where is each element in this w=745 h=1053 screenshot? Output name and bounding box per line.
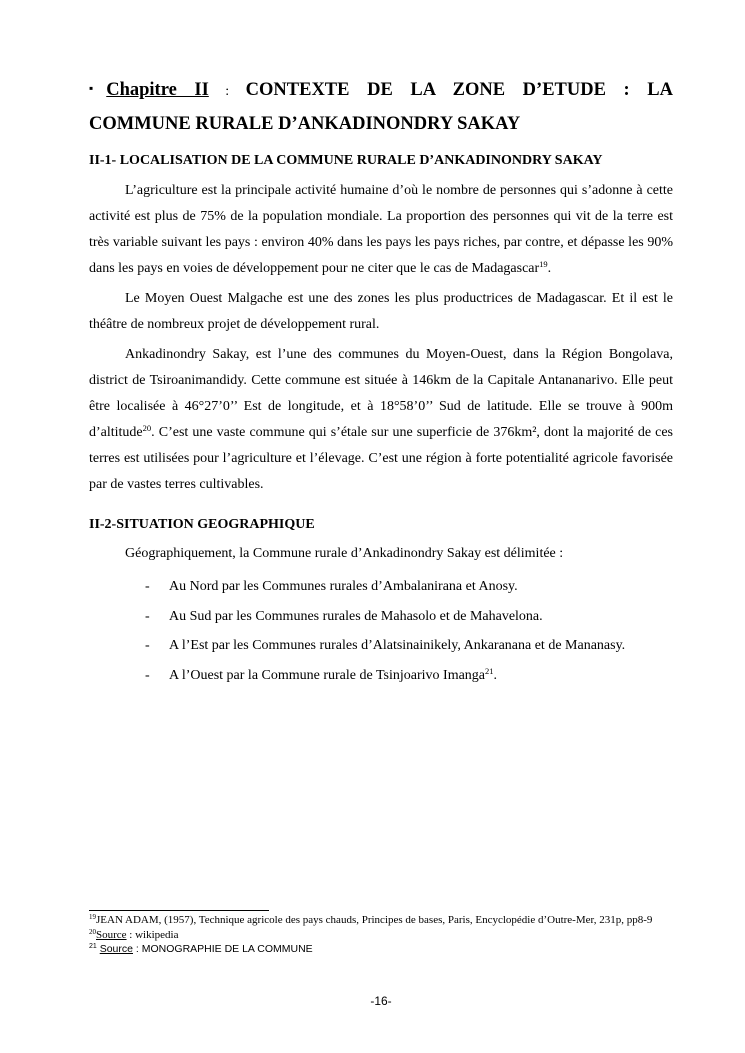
- section-heading-localisation: II-1- LOCALISATION DE LA COMMUNE RURALE D’ANKADINONDRY SAKAY: [89, 153, 603, 168]
- paragraph-ankadinondry-text-a: Ankadinondry Sakay, est l’une des communes du Moyen-Ouest, dans la Région Bongolava, district de Tsiroanimandidy. Cette commune est située à 146km de la Capitale Antananarivo. Elle peut être localisée à 46°27’0’’ Est de longitude, et à 18°58’0’’ Sud de latitude. Elle se trouve à 900m d’altitude: [89, 347, 673, 440]
- footnote-separator: [89, 910, 269, 911]
- boundary-list: [145, 572, 665, 690]
- dash-bullet: -: [145, 667, 150, 683]
- footnote-19: [89, 913, 679, 928]
- chapter-title-line-1: [89, 72, 673, 108]
- chapter-title: [89, 72, 673, 140]
- footnote-source-label: Source: [96, 928, 127, 941]
- section-heading-situation: II-2-SITUATION GEOGRAPHIQUE: [89, 517, 315, 532]
- chapter-title-line-2: COMMUNE RURALE D’ANKADINONDRY SAKAY: [89, 114, 521, 134]
- page-number: -16-: [370, 994, 392, 1008]
- footnote-text: JEAN ADAM, (1957), Technique agricole des pays chauds, Principes de bases, Paris, Encyclopédie d’Outre-Mer, 231p, pp8-9: [96, 914, 653, 926]
- chapter-colon: :: [208, 84, 246, 99]
- footnote-text: : MONOGRAPHIE DE LA COMMUNE: [133, 943, 313, 955]
- list-item-text: A l’Est par les Communes rurales d’Alatsinainikely, Ankaranana et de Mananasy.: [169, 638, 626, 653]
- paragraph-agriculture: [89, 178, 673, 282]
- paragraph-ankadinondry-text-b: . C’est une vaste commune qui s’étale sur une superficie de 376km², dont la majorité de ces terres est utilisées pour l’agriculture et l’élevage. C’est une région à forte potentialité agricole favorisée par de vastes terres cultivables.: [89, 425, 673, 492]
- paragraph-moyen-ouest: Le Moyen Ouest Malgache est une des zones les plus productrices de Madagascar. Et il est le théâtre de nombreux projet de développement rural.: [89, 291, 673, 332]
- chapter-title-text: CONTEXTE DE LA ZONE D’ETUDE : LA: [245, 80, 673, 100]
- document-page: [89, 0, 673, 1053]
- list-item-nord: [145, 572, 665, 602]
- bullet-icon: ▪: [89, 81, 107, 95]
- footnote-number: 19: [89, 913, 96, 921]
- footnote-number: 20: [89, 927, 96, 936]
- dash-bullet: -: [145, 579, 150, 594]
- list-item-text: Au Nord par les Communes rurales d’Ambalanirana et Anosy.: [169, 579, 518, 594]
- paragraph-situation-intro: Géographiquement, la Commune rurale d’Ankadinondry Sakay est délimitée :: [125, 546, 564, 561]
- dash-bullet: -: [145, 638, 150, 653]
- footnotes: [89, 913, 679, 957]
- footnote-20: [89, 928, 679, 943]
- list-item-sud: [145, 602, 665, 632]
- dash-bullet: -: [145, 608, 150, 624]
- footnote-ref-19: 19: [539, 259, 548, 269]
- list-item-ouest: [145, 661, 665, 691]
- footnote-21: [89, 942, 679, 957]
- list-item-end: .: [493, 667, 498, 683]
- footnote-ref-20: 20: [142, 423, 152, 433]
- footnote-text: : wikipedia: [126, 928, 179, 941]
- list-item-text: Au Sud par les Communes rurales de Mahasolo et de Mahavelona.: [169, 608, 543, 624]
- paragraph-agriculture-end: .: [547, 261, 552, 276]
- paragraph-ankadinondry: [89, 342, 673, 498]
- footnote-ref-21: 21: [485, 665, 494, 676]
- paragraph-agriculture-text: L’agriculture est la principale activité humaine d’où le nombre de personnes qui s’adonne à cette activité est plus de 75% de la population mondiale. La proportion des personnes qui vit de la terre est très variable suivant les pays : environ 40% dans les pays les pays riches, par contre, et dépasse les 90% dans les pays en voies de développement pour ne citer que le cas de Madagascar: [89, 183, 673, 276]
- list-item-text: A l’Ouest par la Commune rurale de Tsinjoarivo Imanga: [169, 667, 486, 683]
- chapter-label: Chapitre II: [106, 80, 209, 100]
- footnote-source-label: Source: [99, 943, 133, 955]
- list-item-est: [145, 631, 665, 661]
- footnote-number: 21: [89, 943, 97, 950]
